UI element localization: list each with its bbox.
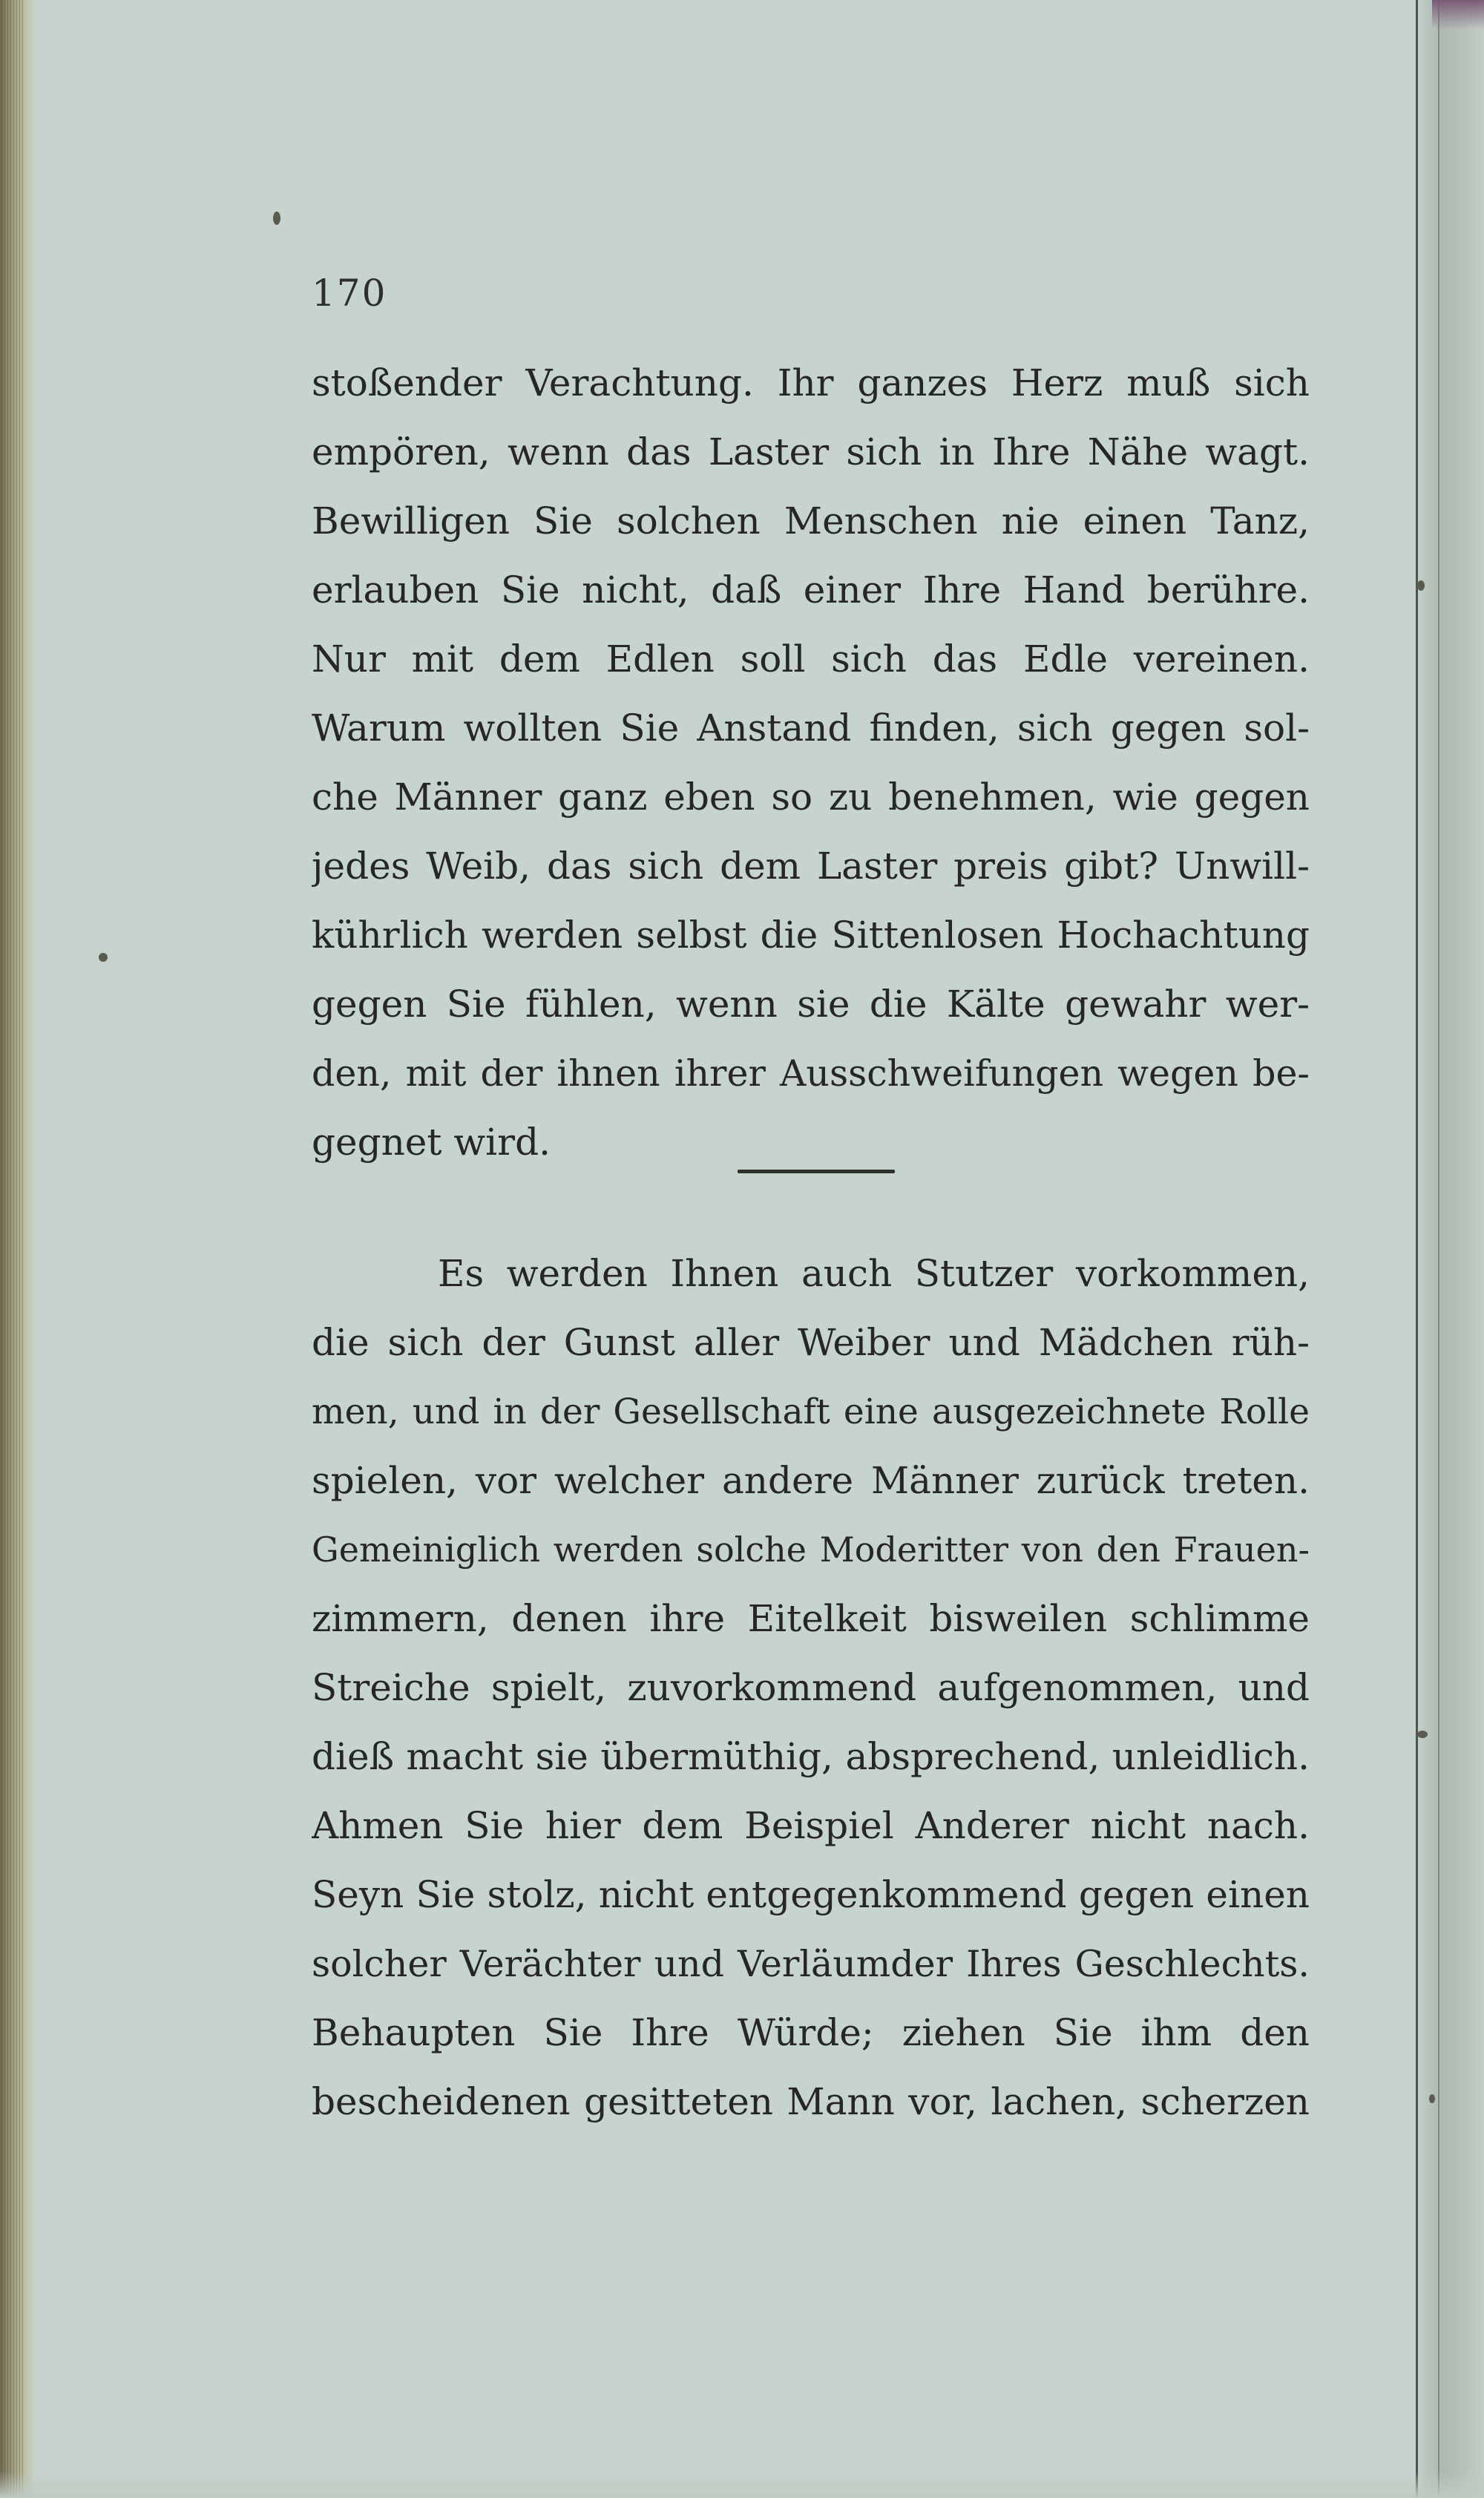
- paper-spot: [1417, 580, 1425, 591]
- text-line: kührlich werden selbst die Sittenlosen Hochachtung: [312, 914, 1310, 957]
- paper-spot: [1429, 2094, 1435, 2103]
- text-line: Es werden Ihnen auch Stutzer vorkommen,: [438, 1252, 1310, 1295]
- text-line: men, und in der Gesellschaft eine ausgezeichnete Rolle: [312, 1391, 1310, 1432]
- text-line: Seyn Sie stolz, nicht entgegenkommend gegen einen: [312, 1873, 1310, 1916]
- text-line: den, mit der ihnen ihrer Ausschweifungen wegen be-: [312, 1052, 1310, 1095]
- text-line: Gemeiniglich werden solche Moderitter von den Frauen-: [312, 1530, 1310, 1570]
- text-line: erlauben Sie nicht, daß einer Ihre Hand berühre.: [312, 568, 1310, 612]
- text-line: Streiche spielt, zuvorkommend aufgenommen, und: [312, 1666, 1310, 1709]
- paper-spot: [273, 212, 280, 225]
- text-line: die sich der Gunst aller Weiber und Mädchen rüh-: [312, 1321, 1310, 1364]
- paragraph-2: [312, 1239, 1310, 2137]
- page-number: 170: [312, 272, 387, 315]
- text-line: bescheidenen gesitteten Mann vor, lachen, scherzen: [312, 2080, 1310, 2123]
- book-binding-fold: [1414, 0, 1484, 2498]
- text-line: Behaupten Sie Ihre Würde; ziehen Sie ihm den: [312, 2011, 1310, 2054]
- text-line: che Männer ganz eben so zu benehmen, wie gegen: [312, 776, 1310, 819]
- page-stack-lines: [1, 0, 24, 2498]
- text-line: gegen Sie fühlen, wenn sie die Kälte gewahr wer-: [312, 983, 1310, 1026]
- text-line: Nur mit dem Edlen soll sich das Edle vereinen.: [312, 637, 1310, 681]
- text-line: stoßender Verachtung. Ihr ganzes Herz muß sich: [312, 361, 1310, 404]
- section-divider: [738, 1170, 895, 1173]
- paper-spot: [1417, 1731, 1428, 1738]
- paragraph-1: [312, 349, 1310, 1177]
- text-line: Warum wollten Sie Anstand finden, sich gegen sol-: [312, 707, 1310, 750]
- text-line: spielen, vor welcher andere Männer zurück treten.: [312, 1459, 1310, 1502]
- page-bottom-shadow: [0, 2471, 1484, 2498]
- text-line: Bewilligen Sie solchen Menschen nie einen Tanz,: [312, 499, 1310, 542]
- text-line: empören, wenn das Laster sich in Ihre Nähe wagt.: [312, 430, 1310, 473]
- binding-crease: [1416, 0, 1418, 2498]
- text-line: solcher Verächter und Verläumder Ihres Geschlechts.: [312, 1943, 1310, 1985]
- text-line: dieß macht sie übermüthig, absprechend, unleidlich.: [312, 1735, 1310, 1778]
- paper-spot: [99, 953, 108, 962]
- cover-corner: [1432, 0, 1484, 30]
- text-line: Ahmen Sie hier dem Beispiel Anderer nicht nach.: [312, 1804, 1310, 1847]
- text-line: zimmern, denen ihre Eitelkeit bisweilen schlimme: [312, 1597, 1310, 1640]
- text-line: jedes Weib, das sich dem Laster preis gibt? Unwill-: [312, 845, 1310, 888]
- binding-crease-secondary: [1438, 0, 1439, 2498]
- text-line: gegnet wird.: [312, 1121, 551, 1164]
